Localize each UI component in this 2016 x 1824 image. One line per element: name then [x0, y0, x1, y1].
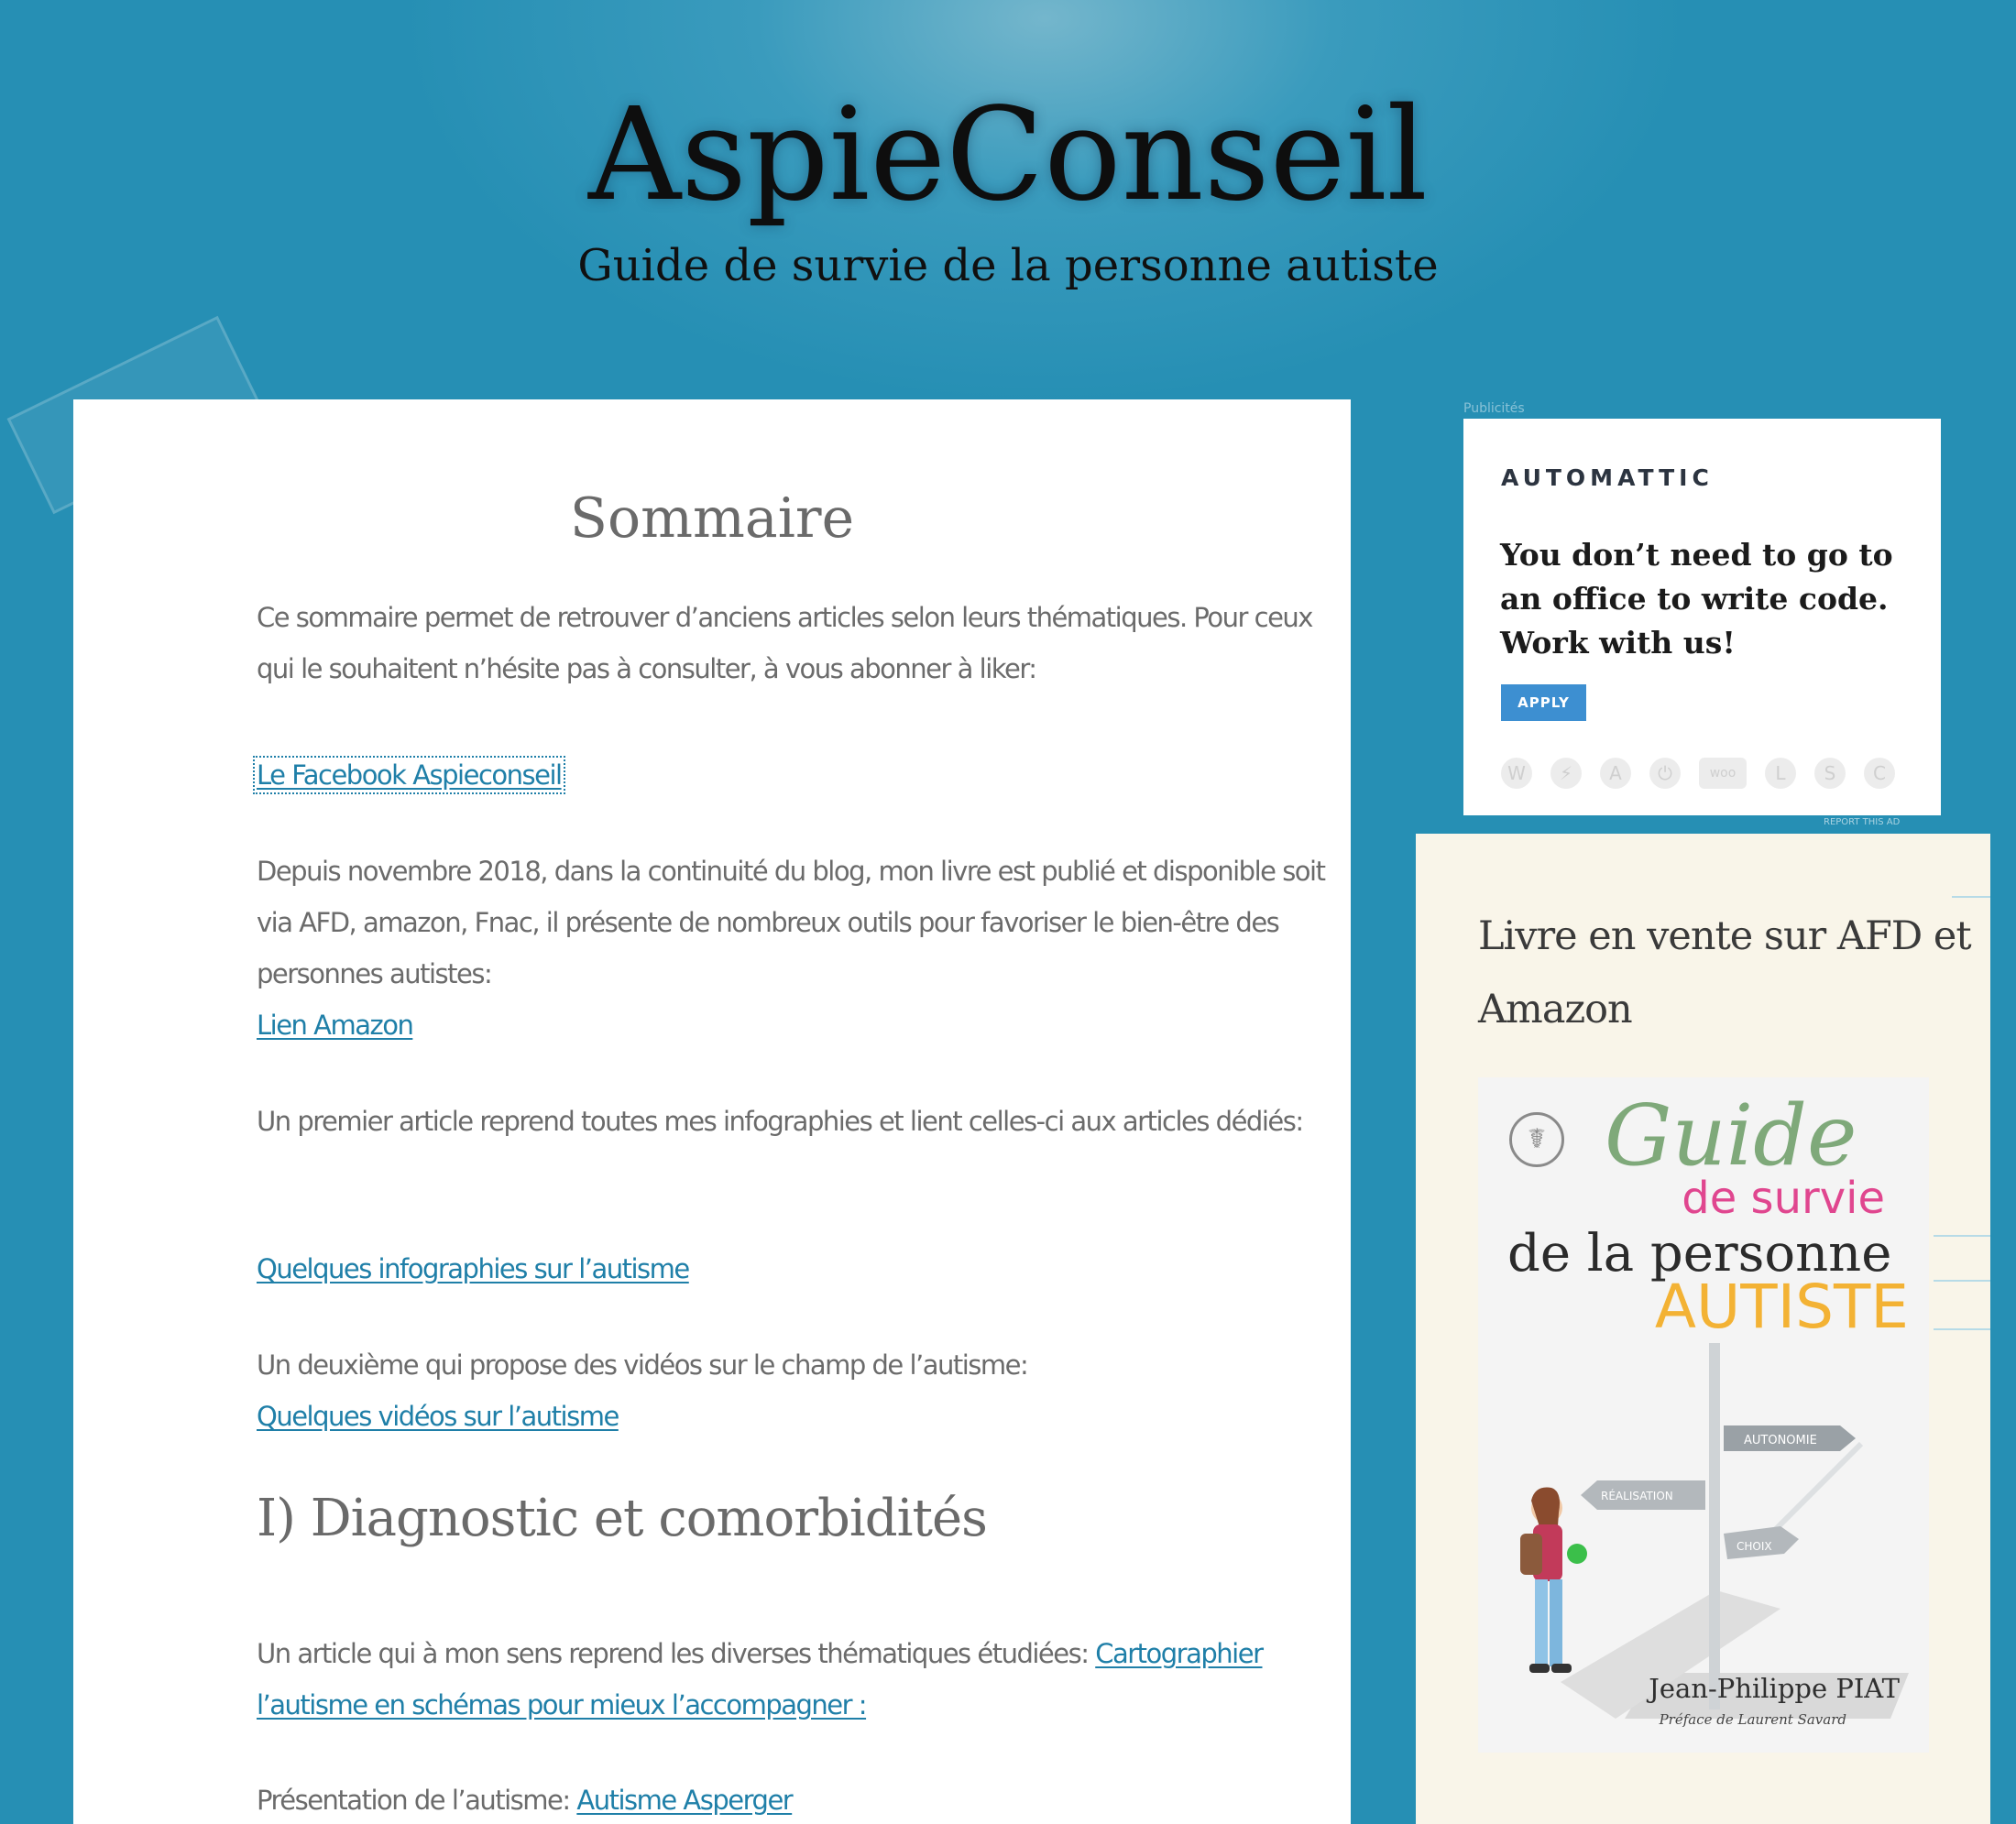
- woo-logo-icon: woo: [1699, 758, 1747, 789]
- girl-leg: [1535, 1579, 1548, 1666]
- simplenote-logo-icon: S: [1814, 758, 1846, 789]
- videos-link-paragraph: [257, 1391, 619, 1442]
- publisher-logo-icon: ☤: [1509, 1112, 1564, 1167]
- section-heading-diagnostic: I) Diagnostic et comorbidités: [257, 1489, 987, 1548]
- intro-paragraph: Ce sommaire permet de retrouver d’anciens articles selon leurs thématiques. Pour ceux qui le souhaitent n’hésite pas à consulter, à vous abonner à liker:: [257, 602, 1312, 684]
- sign-choix-label: CHOIX: [1737, 1540, 1772, 1553]
- widget-title: Livre en vente sur AFD et Amazon: [1478, 913, 1971, 1032]
- wordpress-logo-icon: W: [1501, 758, 1532, 789]
- longreads-logo-icon: L: [1765, 758, 1796, 789]
- facebook-link-paragraph: [257, 749, 562, 801]
- ad-label: Publicités: [1463, 401, 1525, 416]
- videos-link[interactable]: Quelques vidéos sur l’autisme: [257, 1401, 619, 1432]
- widget-divider: [1952, 896, 1990, 898]
- cover-title-survie: de survie: [1682, 1173, 1885, 1224]
- book-cover-image[interactable]: [1478, 1077, 1929, 1753]
- site-title[interactable]: AspieConseil: [587, 81, 1428, 230]
- girl-shoe: [1551, 1664, 1572, 1673]
- page-title: Sommaire: [569, 486, 855, 551]
- presentation-paragraph: [257, 1775, 1329, 1824]
- widget-divider: [1934, 1235, 1990, 1237]
- infographics-link-paragraph: [257, 1243, 689, 1294]
- sign-autonomie-label: AUTONOMIE: [1744, 1434, 1817, 1447]
- videos-paragraph: Un deuxième qui propose des vidéos sur le champ de l’autisme:: [257, 1349, 1028, 1381]
- girl-shoe: [1529, 1664, 1550, 1673]
- widget-divider: [1934, 1328, 1990, 1330]
- crowdsignal-logo-icon: C: [1864, 758, 1895, 789]
- facebook-link[interactable]: Le Facebook Aspieconseil: [257, 759, 562, 791]
- gravatar-logo-icon: ⏻: [1649, 758, 1681, 789]
- ad-apply-button[interactable]: APPLY: [1501, 684, 1586, 721]
- girl-backpack: [1520, 1534, 1542, 1575]
- mapping-paragraph: [257, 1628, 1329, 1731]
- ad-logo-strip: [1501, 758, 1895, 789]
- mapping-text: Un article qui à mon sens reprend les diverses thématiques étudiées:: [257, 1638, 1096, 1669]
- akismet-logo-icon: A: [1600, 758, 1631, 789]
- site-tagline: Guide de survie de la personne autiste: [577, 240, 1439, 291]
- infographics-paragraph: Un premier article reprend toutes mes infographies et lient celles-ci aux articles dédiés:: [257, 1106, 1303, 1137]
- book-paragraph: Depuis novembre 2018, dans la continuité du blog, mon livre est publié et disponible soit via AFD, amazon, Fnac, il présente de nombreux outils pour favoriser le bien-être des personnes autistes:: [257, 856, 1325, 989]
- asperger-link[interactable]: Autisme Asperger: [576, 1785, 793, 1816]
- cover-title-personne: de la personne: [1507, 1224, 1892, 1283]
- book-widget: [1416, 834, 1990, 1824]
- signpost-pole: [1769, 1444, 1861, 1535]
- cover-author: Jean-Philippe PIAT: [1649, 1673, 1900, 1704]
- amazon-link[interactable]: Lien Amazon: [257, 1010, 413, 1041]
- report-ad-link[interactable]: REPORT THIS AD: [1824, 817, 1901, 827]
- ad-brand-logo: AUTOMATTIC: [1501, 464, 1714, 491]
- infographics-link[interactable]: Quelques infographies sur l’autisme: [257, 1253, 689, 1284]
- girl-flowers: [1567, 1544, 1587, 1564]
- ad-banner[interactable]: [1463, 419, 1941, 815]
- ad-copy: You don’t need to go to an office to write code. Work with us!: [1500, 537, 1893, 661]
- presentation-text: Présentation de l’autisme:: [257, 1785, 577, 1816]
- main-content: [73, 399, 1351, 1824]
- cover-title-autiste: AUTISTE: [1654, 1272, 1909, 1342]
- amazon-link-paragraph: [257, 999, 412, 1051]
- cover-preface: Préface de Laurent Savard: [1659, 1711, 1846, 1728]
- widget-divider: [1934, 1280, 1990, 1282]
- cover-title-guide: Guide: [1605, 1087, 1857, 1185]
- mapping-link[interactable]: Cartographier l’autisme en schémas pour mieux l’accompagner :: [257, 1638, 1263, 1720]
- girl-leg: [1550, 1579, 1562, 1666]
- jetpack-logo-icon: ⚡: [1550, 758, 1582, 789]
- sign-realisation-label: RÉALISATION: [1601, 1490, 1673, 1502]
